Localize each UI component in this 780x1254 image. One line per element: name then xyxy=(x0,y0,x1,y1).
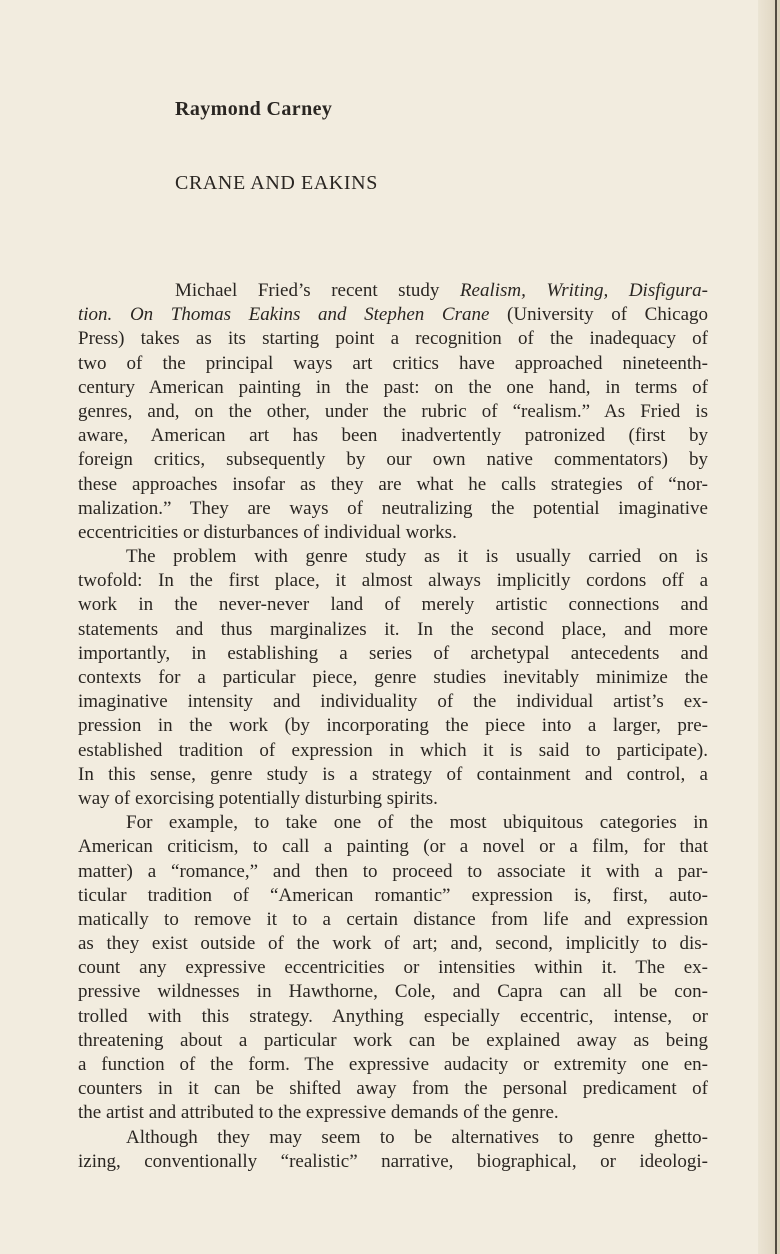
text-line: Press) takes as its starting point a recognition of the inadequacy of xyxy=(78,328,708,350)
text-line: Although they may seem to be alternatives to genre ghetto- xyxy=(126,1126,708,1148)
text-line: century American painting in the past: on the one hand, in terms of xyxy=(78,376,708,398)
article-title: CRANE AND EAKINS xyxy=(175,172,378,194)
text-line: these approaches insofar as they are what he calls strategies of “nor- xyxy=(78,473,708,495)
book-title: Realism, Writing, Disfigura- xyxy=(459,280,708,301)
text-line: matically to remove it to a certain distance from life and expression xyxy=(78,908,708,930)
text-line: American criticism, to call a painting (or a novel or a film, for that xyxy=(78,836,708,858)
text-line: established tradition of expression in which it is said to participate). xyxy=(78,739,708,761)
text-line: The problem with genre study as it is usually carried on is xyxy=(126,546,708,568)
text-line: the artist and attributed to the expressive demands of the genre. xyxy=(78,1102,559,1124)
text-line: aware, American art has been inadvertently patronized (first by xyxy=(78,425,708,447)
text-line: matter) a “romance,” and then to proceed to associate it with a par- xyxy=(78,860,708,882)
page-edge-line xyxy=(775,0,777,1254)
text-line: pression in the work (by incorporating the piece into a larger, pre- xyxy=(78,715,708,737)
text-line: For example, to take one of the most ubiquitous categories in xyxy=(126,812,708,834)
article-body xyxy=(78,279,708,1174)
text-line: counters in it can be shifted away from the personal predicament of xyxy=(78,1078,708,1100)
text-line: izing, conventionally “realistic” narrative, biographical, or ideologi- xyxy=(78,1150,708,1172)
text-line: Michael Fried’s recent study Realism, Writing, Disfigura- xyxy=(175,280,708,301)
text-line: pressive wildnesses in Hawthorne, Cole, and Capra can all be con- xyxy=(78,981,708,1003)
text-line: as they exist outside of the work of art; and, second, implicitly to dis- xyxy=(78,933,708,955)
text-line: genres, and, on the other, under the rubric of “realism.” As Fried is xyxy=(78,400,708,422)
text-line: twofold: In the first place, it almost always implicitly cordons off a xyxy=(78,570,708,592)
text-line: way of exorcising potentially disturbing spirits. xyxy=(78,787,438,809)
text-line: In this sense, genre study is a strategy of containment and control, a xyxy=(78,763,708,785)
text-line: count any expressive eccentricities or intensities within it. The ex- xyxy=(78,957,708,979)
text-line: threatening about a particular work can be explained away as being xyxy=(78,1029,708,1051)
text-line: statements and thus marginalizes it. In the second place, and more xyxy=(78,618,708,640)
text-line: trolled with this strategy. Anything especially eccentric, intense, or xyxy=(78,1005,708,1027)
text-line: work in the never-never land of merely artistic connections and xyxy=(78,594,708,616)
text-line: eccentricities or disturbances of individual works. xyxy=(78,521,457,543)
text-line: tion. On Thomas Eakins and Stephen Crane (University of Chicago xyxy=(78,304,709,326)
text-line: malization.” They are ways of neutralizing the potential imaginative xyxy=(78,497,708,519)
book-title: tion. On Thomas Eakins and Stephen Crane xyxy=(78,304,490,326)
text-line: foreign critics, subsequently by our own native commentators) by xyxy=(78,449,708,471)
text-line: imaginative intensity and individuality of the individual artist’s ex- xyxy=(78,691,708,713)
text-line: a function of the form. The expressive audacity or extremity one en- xyxy=(78,1054,708,1075)
text-line: contexts for a particular piece, genre studies inevitably minimize the xyxy=(78,667,708,688)
text-line: importantly, in establishing a series of archetypal antecedents and xyxy=(78,642,708,664)
text-line: two of the principal ways art critics have approached nineteenth- xyxy=(78,352,708,374)
author-name: Raymond Carney xyxy=(175,98,333,120)
text-line: ticular tradition of “American romantic” expression is, first, auto- xyxy=(78,884,708,906)
